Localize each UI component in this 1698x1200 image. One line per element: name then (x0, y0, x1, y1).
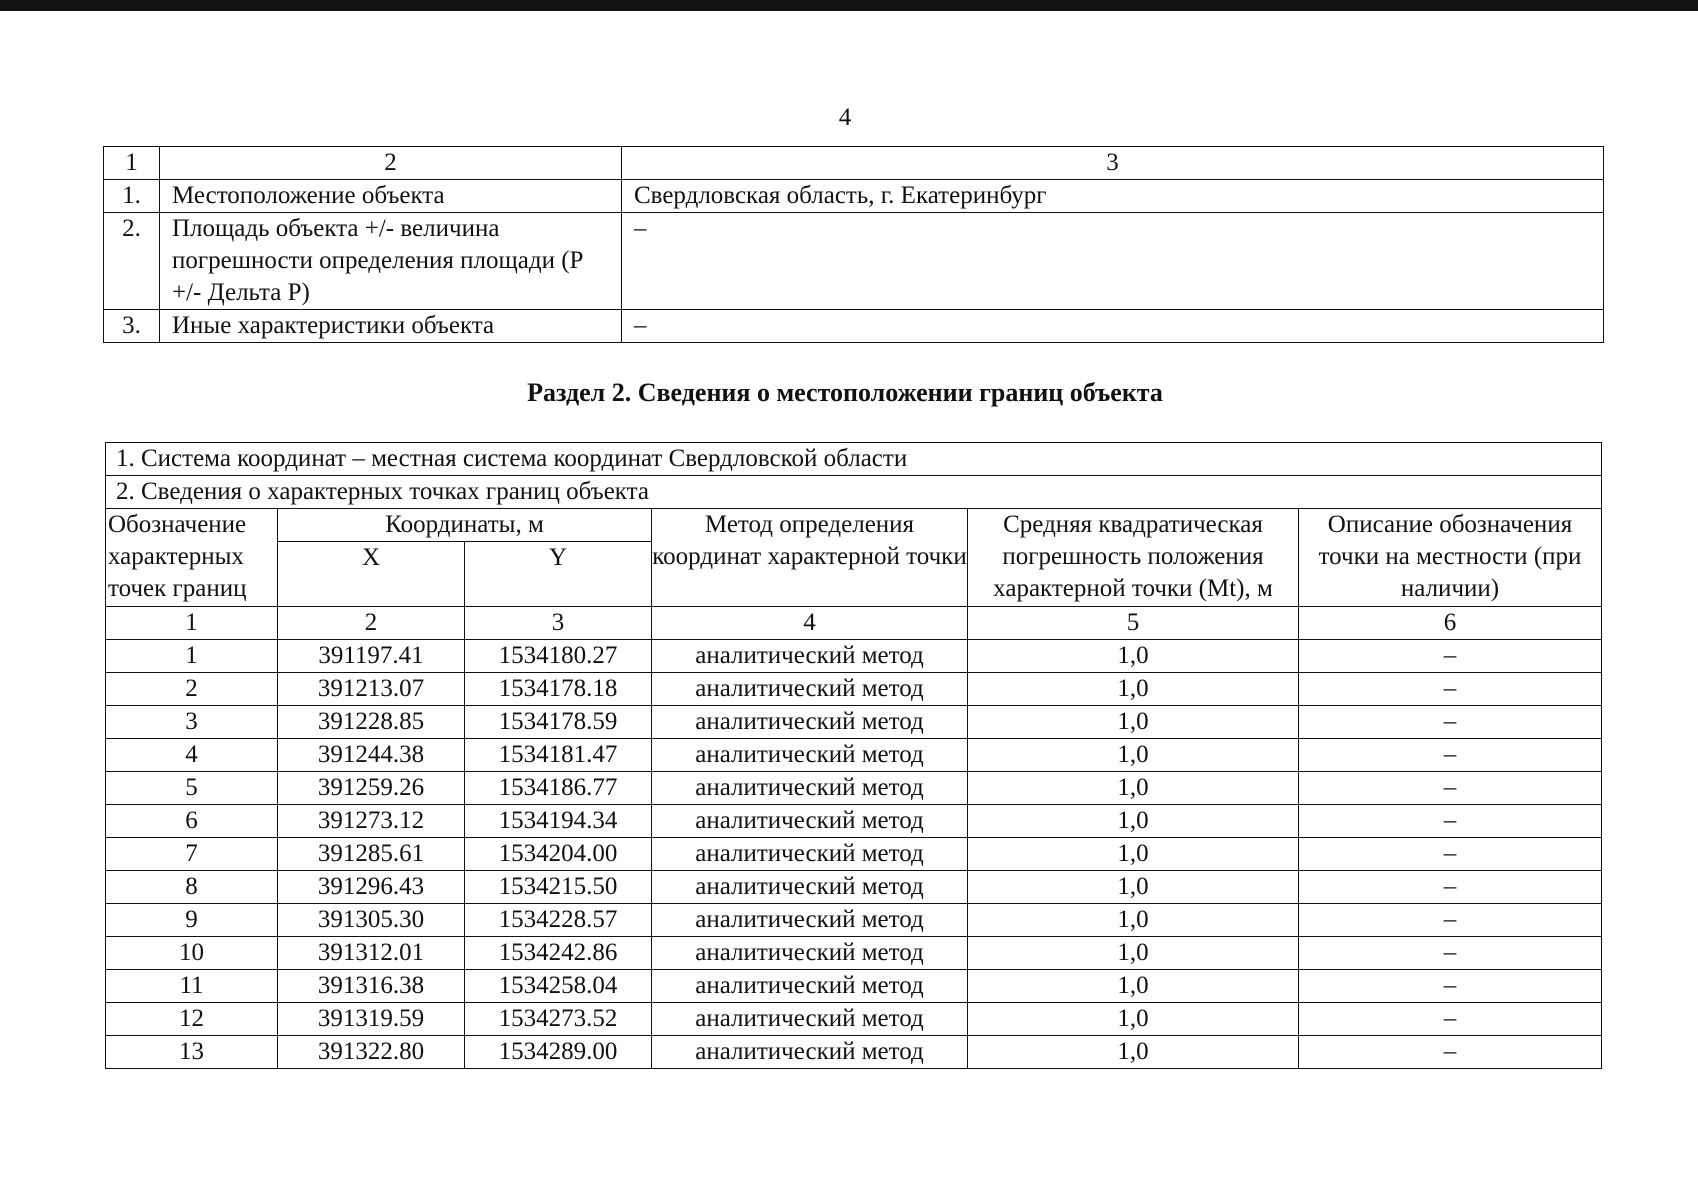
method: аналитический метод (652, 673, 968, 706)
table-row (106, 937, 1602, 970)
coordinate-system-row (106, 443, 1602, 476)
characteristic-name: Иные характеристики объекта (160, 310, 622, 343)
table-row (106, 904, 1602, 937)
method: аналитический метод (652, 706, 968, 739)
coordinate-system: 1. Система координат – местная система координат Свердловской области (106, 443, 1602, 476)
method: аналитический метод (652, 772, 968, 805)
coordinate-x: 391273.12 (278, 805, 465, 838)
characteristic-value: Свердловская область, г. Екатеринбург (622, 180, 1604, 213)
point-description: – (1299, 673, 1602, 706)
coordinate-y: 1534289.00 (465, 1036, 652, 1069)
table-row (106, 739, 1602, 772)
point-description: – (1299, 871, 1602, 904)
point-description: – (1299, 838, 1602, 871)
column-number: 2 (278, 607, 465, 640)
mean-error: 1,0 (968, 871, 1299, 904)
coordinate-x: 391305.30 (278, 904, 465, 937)
point-description: – (1299, 1003, 1602, 1036)
row-number: 2. (104, 213, 160, 310)
coordinate-y: 1534178.18 (465, 673, 652, 706)
table-row (106, 805, 1602, 838)
column-number: 1 (106, 607, 278, 640)
table-row (106, 772, 1602, 805)
column-number: 3 (465, 607, 652, 640)
point-id: 2 (106, 673, 278, 706)
header-error: Средняя квадратическая погрешность положения характерной точки (Mt), м (968, 509, 1299, 607)
row-number: 3. (104, 310, 160, 343)
object-characteristics-table (103, 146, 1604, 343)
mean-error: 1,0 (968, 1003, 1299, 1036)
mean-error: 1,0 (968, 640, 1299, 673)
mean-error: 1,0 (968, 739, 1299, 772)
mean-error: 1,0 (968, 673, 1299, 706)
points-caption: 2. Сведения о характерных точках границ объекта (106, 476, 1602, 509)
point-description: – (1299, 706, 1602, 739)
header-designation: Обозначение характерных точек границ (106, 509, 278, 607)
table-row (106, 1003, 1602, 1036)
point-id: 4 (106, 739, 278, 772)
method: аналитический метод (652, 739, 968, 772)
coordinate-y: 1534180.27 (465, 640, 652, 673)
coordinate-y: 1534204.00 (465, 838, 652, 871)
header-row (106, 509, 1602, 542)
mean-error: 1,0 (968, 706, 1299, 739)
header-cell: 3 (622, 147, 1604, 180)
header-x: X (278, 542, 465, 607)
page-number: 4 (838, 104, 852, 131)
coordinate-y: 1534181.47 (465, 739, 652, 772)
characteristic-value: – (622, 310, 1604, 343)
coordinate-y: 1534194.34 (465, 805, 652, 838)
table-row (104, 180, 1604, 213)
point-id: 9 (106, 904, 278, 937)
points-caption-row (106, 476, 1602, 509)
header-cell: 1 (104, 147, 160, 180)
header-y: Y (465, 542, 652, 607)
point-id: 12 (106, 1003, 278, 1036)
mean-error: 1,0 (968, 805, 1299, 838)
coordinate-y: 1534215.50 (465, 871, 652, 904)
method: аналитический метод (652, 640, 968, 673)
coordinate-x: 391197.41 (278, 640, 465, 673)
point-description: – (1299, 772, 1602, 805)
coordinate-x: 391312.01 (278, 937, 465, 970)
characteristic-name: Площадь объекта +/- величина погрешности определения площади (Р +/- Дельта Р) (160, 213, 622, 310)
method: аналитический метод (652, 1036, 968, 1069)
coordinate-y: 1534258.04 (465, 970, 652, 1003)
mean-error: 1,0 (968, 970, 1299, 1003)
method: аналитический метод (652, 871, 968, 904)
method: аналитический метод (652, 937, 968, 970)
coordinate-y: 1534242.86 (465, 937, 652, 970)
table-row (106, 706, 1602, 739)
scan-top-border (0, 0, 1698, 11)
table-row (106, 871, 1602, 904)
point-id: 8 (106, 871, 278, 904)
method: аналитический метод (652, 1003, 968, 1036)
table-row (106, 673, 1602, 706)
coordinate-x: 391319.59 (278, 1003, 465, 1036)
section-title: Раздел 2. Сведения о местоположении границ объекта (527, 378, 1163, 407)
mean-error: 1,0 (968, 838, 1299, 871)
point-description: – (1299, 937, 1602, 970)
header-coordinates: Координаты, м (278, 509, 652, 542)
mean-error: 1,0 (968, 1036, 1299, 1069)
boundary-points-table (105, 442, 1602, 1069)
method: аналитический метод (652, 970, 968, 1003)
table-row (106, 970, 1602, 1003)
point-id: 1 (106, 640, 278, 673)
point-description: – (1299, 904, 1602, 937)
column-number: 6 (1299, 607, 1602, 640)
mean-error: 1,0 (968, 772, 1299, 805)
table-row (106, 838, 1602, 871)
point-id: 6 (106, 805, 278, 838)
point-description: – (1299, 640, 1602, 673)
table-row (106, 640, 1602, 673)
coordinate-x: 391244.38 (278, 739, 465, 772)
point-id: 10 (106, 937, 278, 970)
coordinate-x: 391322.80 (278, 1036, 465, 1069)
header-method: Метод определения координат характерной точки (652, 509, 968, 607)
column-numbers-row (106, 607, 1602, 640)
mean-error: 1,0 (968, 937, 1299, 970)
column-number: 5 (968, 607, 1299, 640)
coordinate-y: 1534228.57 (465, 904, 652, 937)
coordinate-x: 391259.26 (278, 772, 465, 805)
table-row (104, 310, 1604, 343)
column-number: 4 (652, 607, 968, 640)
characteristic-value: – (622, 213, 1604, 310)
coordinate-y: 1534273.52 (465, 1003, 652, 1036)
point-description: – (1299, 970, 1602, 1003)
coordinate-x: 391285.61 (278, 838, 465, 871)
coordinate-y: 1534186.77 (465, 772, 652, 805)
method: аналитический метод (652, 838, 968, 871)
point-id: 3 (106, 706, 278, 739)
coordinate-x: 391213.07 (278, 673, 465, 706)
table-row (106, 1036, 1602, 1069)
point-description: – (1299, 805, 1602, 838)
coordinate-x: 391296.43 (278, 871, 465, 904)
coordinate-x: 391228.85 (278, 706, 465, 739)
header-description: Описание обозначения точки на местности (при наличии) (1299, 509, 1602, 607)
mean-error: 1,0 (968, 904, 1299, 937)
method: аналитический метод (652, 805, 968, 838)
point-id: 13 (106, 1036, 278, 1069)
point-id: 5 (106, 772, 278, 805)
point-id: 7 (106, 838, 278, 871)
table-row (104, 213, 1604, 310)
characteristic-name: Местоположение объекта (160, 180, 622, 213)
method: аналитический метод (652, 904, 968, 937)
header-cell: 2 (160, 147, 622, 180)
point-description: – (1299, 739, 1602, 772)
table-header-row (104, 147, 1604, 180)
coordinate-x: 391316.38 (278, 970, 465, 1003)
point-description: – (1299, 1036, 1602, 1069)
row-number: 1. (104, 180, 160, 213)
coordinate-y: 1534178.59 (465, 706, 652, 739)
point-id: 11 (106, 970, 278, 1003)
